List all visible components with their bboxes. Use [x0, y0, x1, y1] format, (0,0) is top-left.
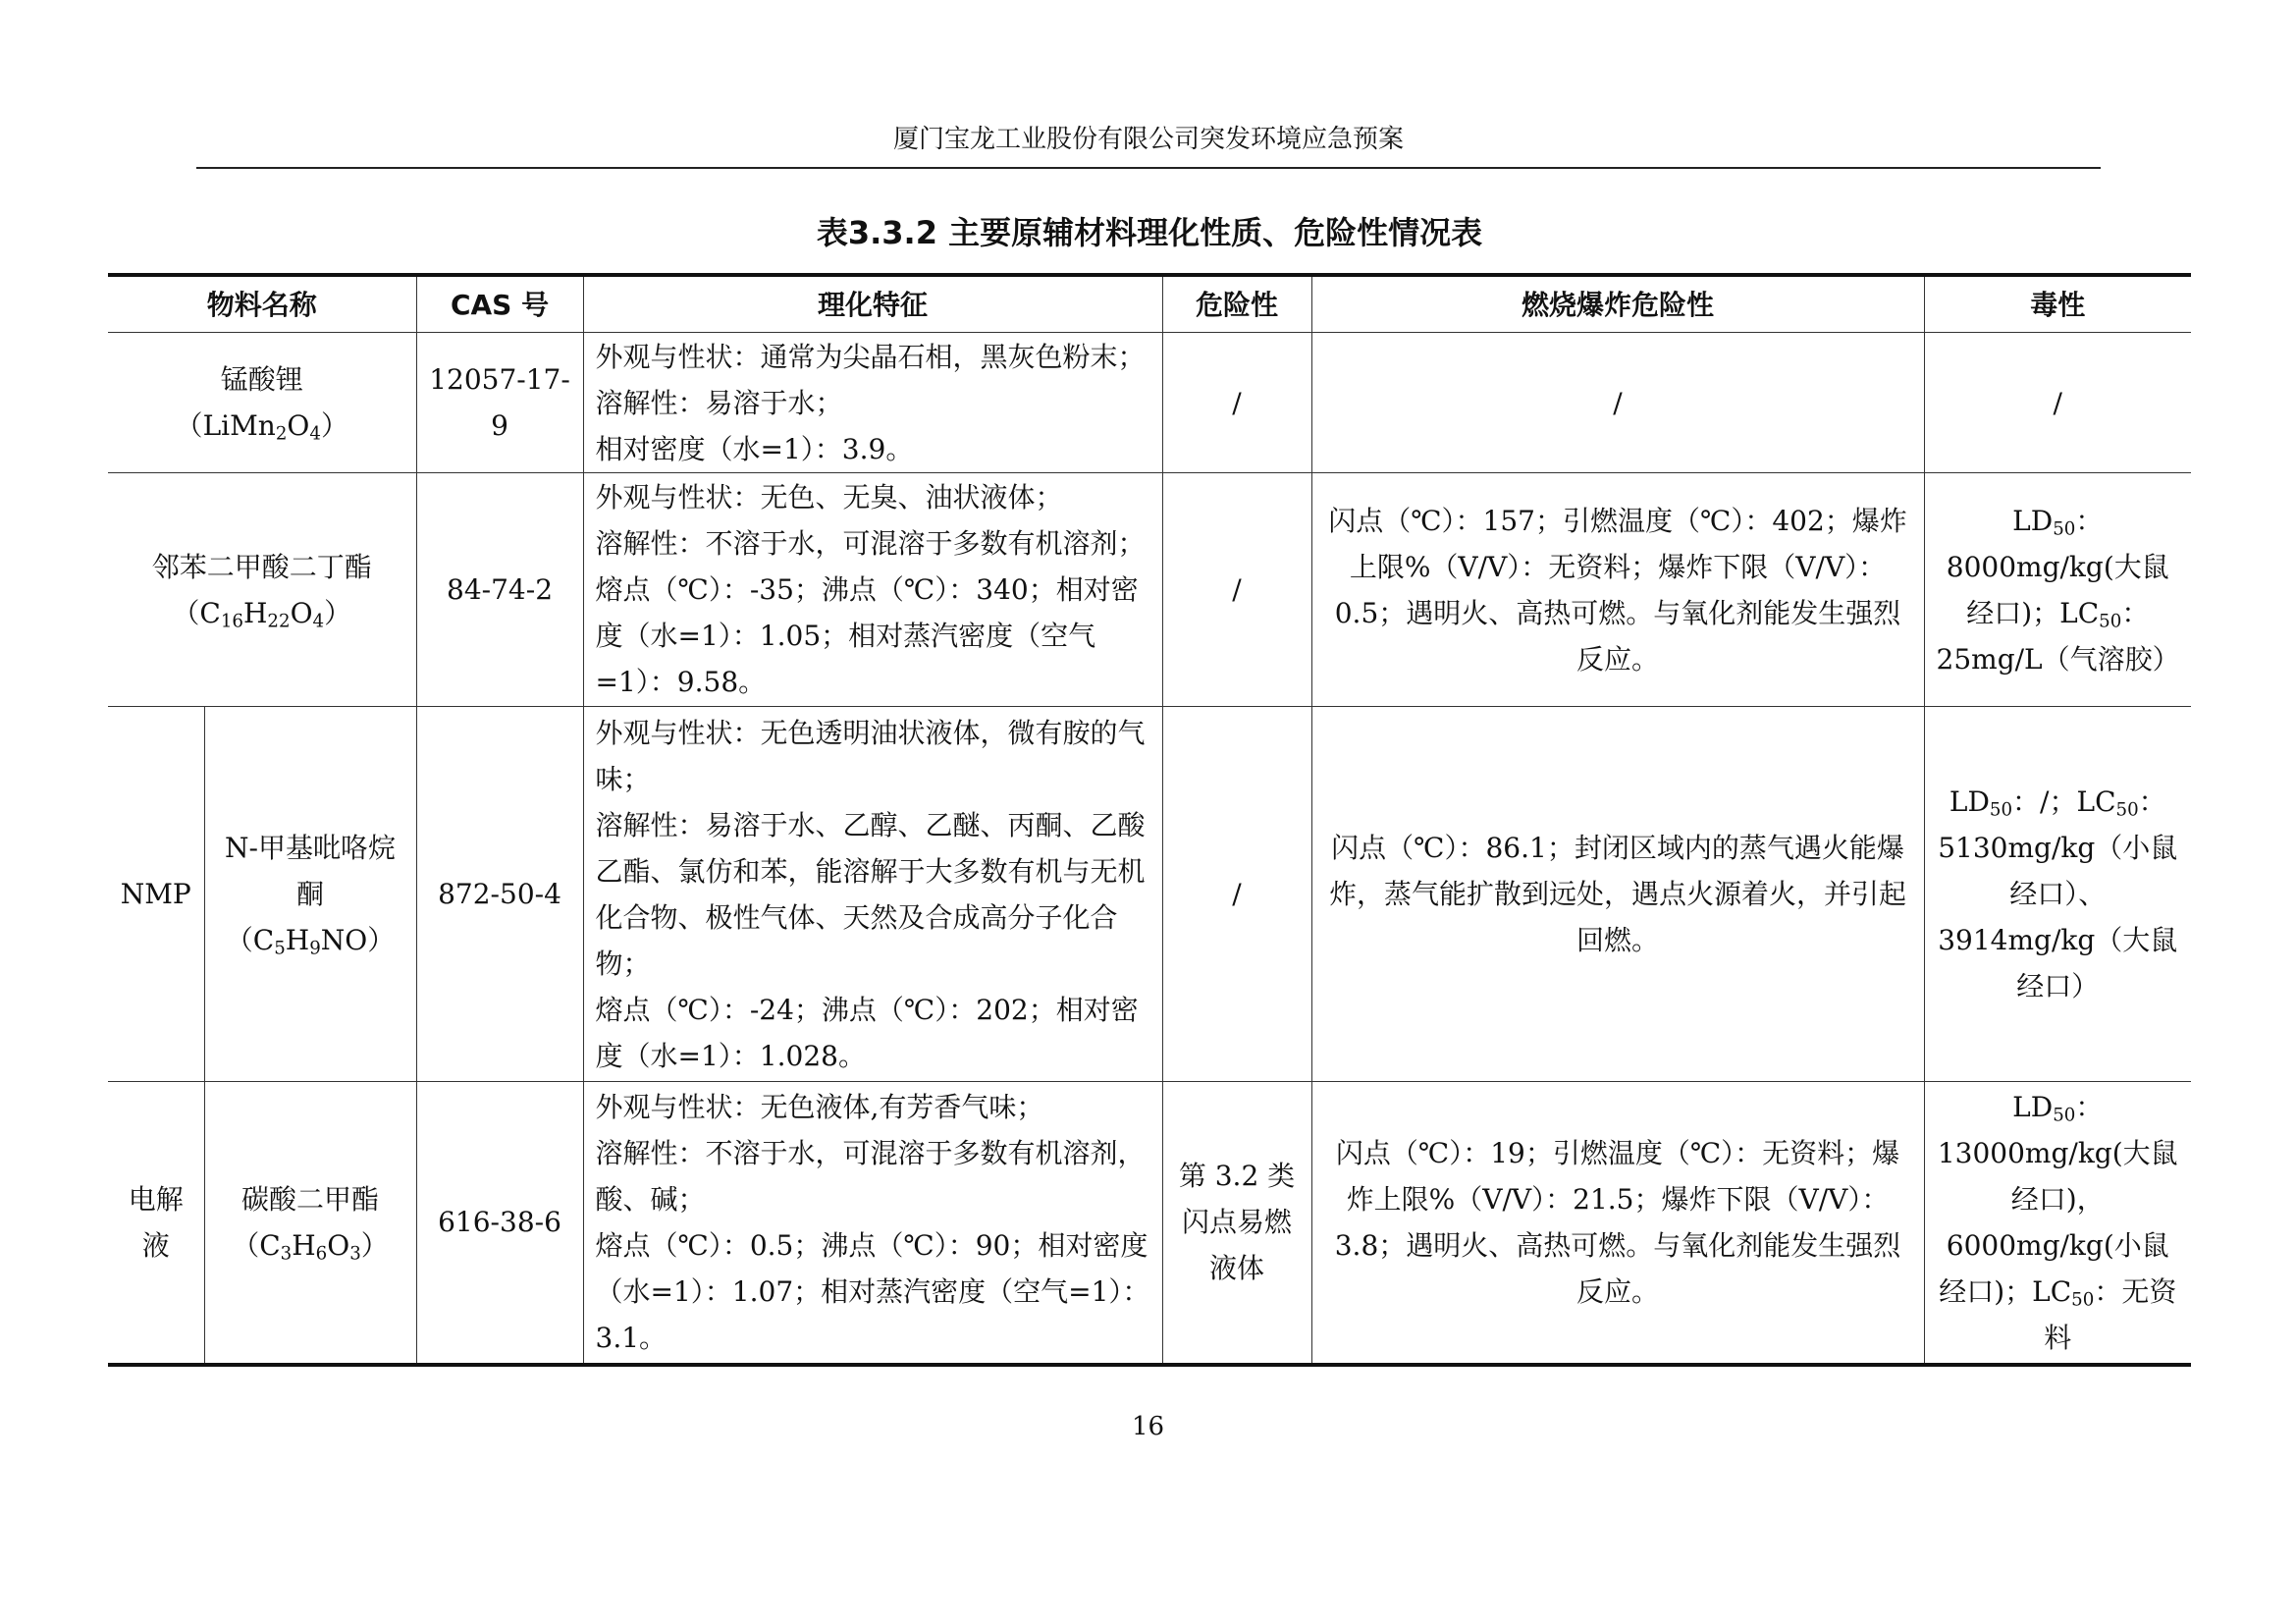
toxicity-cell: $LD_{50}$：13000mg/kg(大鼠经口)，6000mg/kg(小鼠经口)；$LC_{50}$：无资料: [1924, 1082, 2191, 1365]
material-name-cell: [204, 707, 416, 1082]
header-text: 厦门宝龙工业股份有限公司突发环境应急预案: [892, 125, 1404, 154]
material-name-cell: [204, 1082, 416, 1365]
toxicity-cell: /: [1924, 333, 2191, 473]
material-name-cell: [108, 333, 416, 473]
property-line: 溶解性：易溶于水；: [595, 386, 843, 419]
properties-cell: [583, 1082, 1162, 1365]
material-name: 邻苯二甲酸二丁酯: [151, 550, 372, 583]
hazard-cell: /: [1162, 473, 1311, 707]
fire-hazard-cell: 闪点（℃）：157；引燃温度（℃）：402；爆炸上限%（V/V）：无资料；爆炸下限（V/V）：0.5；遇明火、高热可燃。与氧化剂能发生强烈反应。: [1311, 473, 1924, 707]
col-header-name: 物料名称: [108, 275, 416, 333]
table-row: [108, 707, 2191, 1082]
property-line: 熔点（℃）：-35；沸点（℃）：340；相对密度（水=1）：1.05；相对蒸汽密度（空气=1）：9.58。: [595, 573, 1139, 698]
properties-cell: [583, 473, 1162, 707]
col-header-cas: CAS 号: [416, 275, 583, 333]
hazard-cell: /: [1162, 707, 1311, 1082]
material-formula: $(C_{16}H_{22}O_4)$: [172, 596, 352, 632]
col-header-fire: 燃烧爆炸危险性: [1311, 275, 1924, 333]
page-header: [196, 118, 2101, 169]
material-name-cell: [108, 473, 416, 707]
property-line: 外观与性状：通常为尖晶石相，黑灰色粉末；: [595, 340, 1146, 373]
material-formula: $(LiMn_2O_4)$: [175, 409, 348, 445]
toxicity-cell: $LD_{50}$：8000mg/kg(大鼠经口)；$LC_{50}$：25mg/L（气溶胶）: [1924, 473, 2191, 707]
material-formula: $(C_5H_9NO)$: [225, 924, 396, 959]
properties-cell: [583, 333, 1162, 473]
fire-hazard-cell: 闪点（℃）：19；引燃温度（℃）：无资料；爆炸上限%（V/V）：21.5；爆炸下限（V/V）：3.8；遇明火、高热可燃。与氧化剂能发生强烈反应。: [1311, 1082, 1924, 1365]
col-header-properties: 理化特征: [583, 275, 1162, 333]
table-row: [108, 333, 2191, 473]
fire-hazard-cell: 闪点（℃）：86.1；封闭区域内的蒸气遇火能爆炸，蒸气能扩散到远处，遇点火源着火，并引起回燃。: [1311, 707, 1924, 1082]
property-line: 相对密度（水=1）：3.9。: [595, 432, 914, 465]
property-line: 溶解性：不溶于水，可混溶于多数有机溶剂；: [595, 527, 1146, 560]
property-line: 溶解性：不溶于水，可混溶于多数有机溶剂，酸、碱；: [595, 1136, 1146, 1216]
material-name: 碳酸二甲酯: [241, 1182, 380, 1216]
cas-number: 12057-17-9: [416, 333, 583, 473]
hazard-cell: 第 3.2 类闪点易燃液体: [1162, 1082, 1311, 1365]
cas-number: 84-74-2: [416, 473, 583, 707]
col-header-hazard: 危险性: [1162, 275, 1311, 333]
property-line: 外观与性状：无色液体,有芳香气味；: [595, 1090, 1044, 1123]
table-title: 表3.3.2 主要原辅材料理化性质、危险性情况表: [816, 214, 1483, 251]
property-line: 外观与性状：无色、无臭、油状液体；: [595, 481, 1063, 514]
property-line: 外观与性状：无色透明油状液体，微有胺的气味；: [595, 716, 1146, 795]
page-number: 16: [1131, 1412, 1165, 1441]
table-row: [108, 473, 2191, 707]
property-line: 溶解性：易溶于水、乙醇、乙醚、丙酮、乙酸乙酯、氯仿和苯，能溶解于大多数有机与无机化合物、极性气体、天然及合成高分子化合物；: [595, 808, 1146, 980]
material-name: N-甲基吡咯烷酮: [225, 832, 396, 910]
property-line: 熔点（℃）：-24；沸点（℃）：202；相对密度（水=1）：1.028。: [595, 993, 1139, 1072]
hazard-cell: /: [1162, 333, 1311, 473]
material-name: 锰酸锂: [220, 363, 303, 396]
fire-hazard-cell: /: [1311, 333, 1924, 473]
material-formula: $(C_3H_6O_3)$: [232, 1228, 389, 1265]
table-header-row: [108, 275, 2191, 333]
table-row: [108, 1082, 2191, 1365]
properties-cell: [583, 707, 1162, 1082]
property-line: 熔点（℃）：0.5；沸点（℃）：90；相对密度（水=1）：1.07；相对蒸汽密度（空气=1）：3.1。: [595, 1228, 1150, 1354]
toxicity-cell: $LD_{50}$：/；$LC_{50}$：5130mg/kg（小鼠经口）、3914mg/kg（大鼠经口）: [1924, 707, 2191, 1082]
material-group: NMP: [108, 707, 204, 1082]
materials-table: [108, 273, 2191, 1367]
cas-number: 616-38-6: [416, 1082, 583, 1365]
cas-number: 872-50-4: [416, 707, 583, 1082]
material-group: 电解液: [108, 1082, 204, 1365]
col-header-toxicity: 毒性: [1924, 275, 2191, 333]
